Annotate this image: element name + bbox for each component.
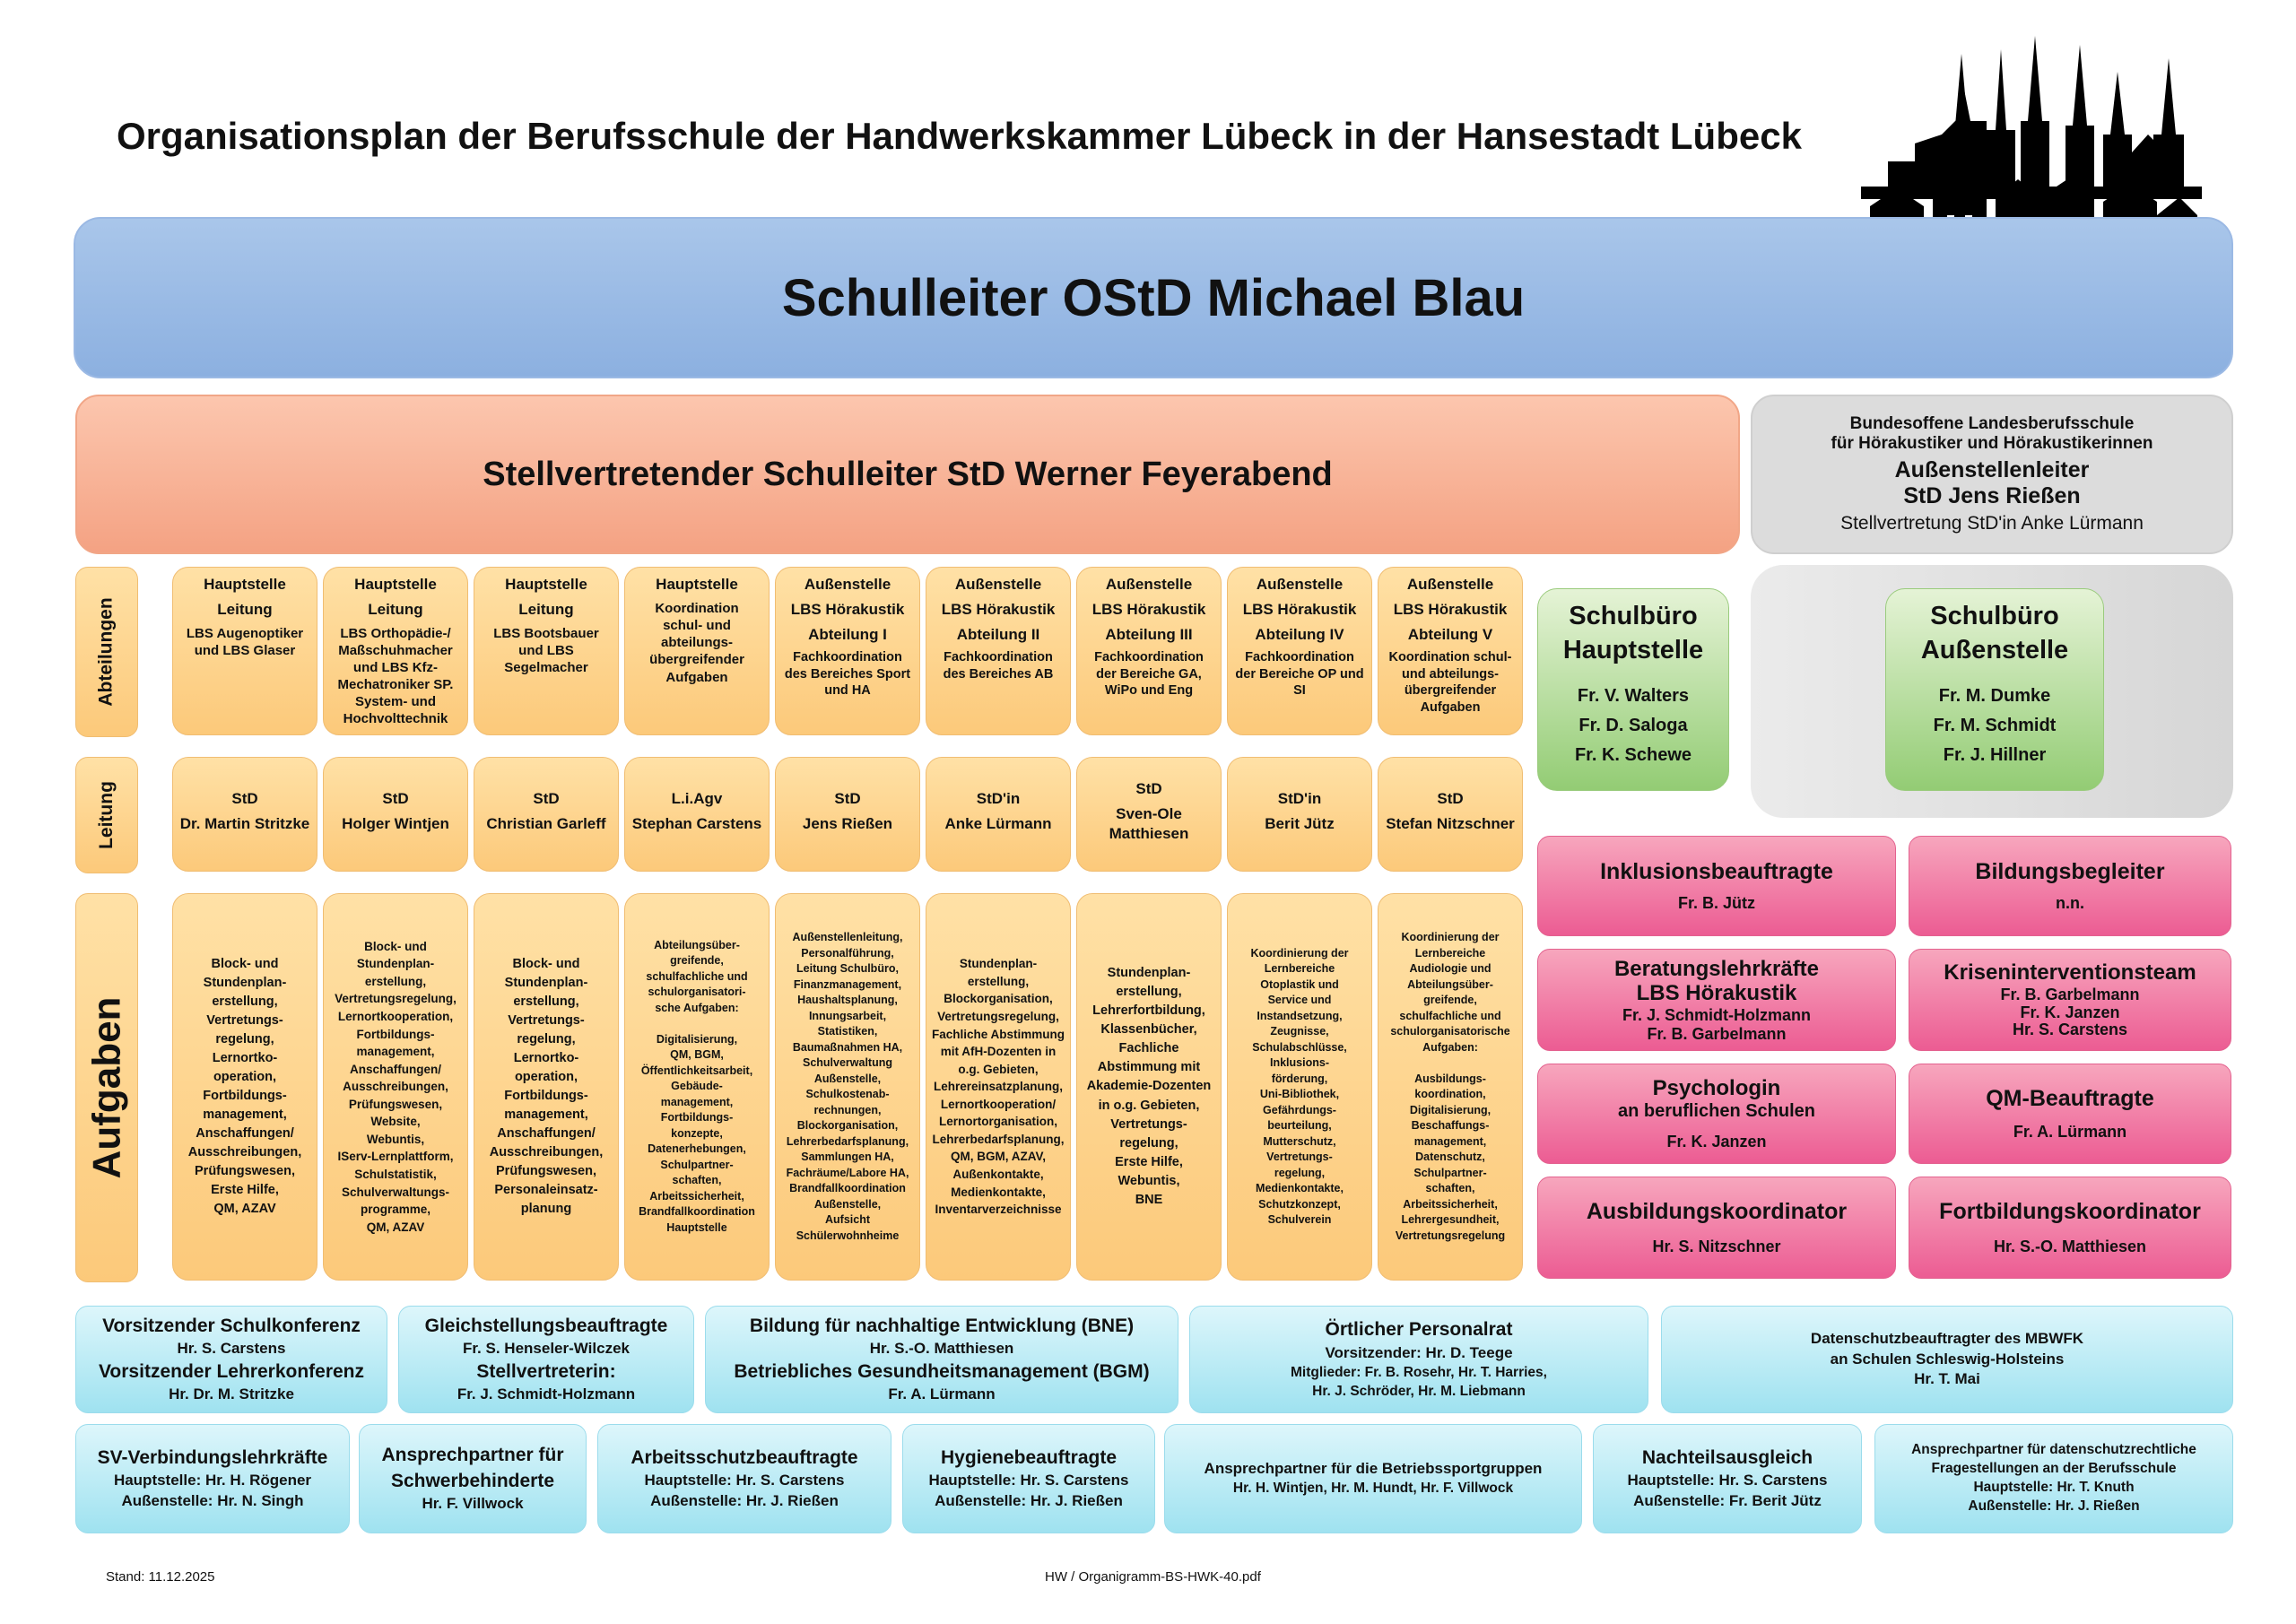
aussenstelle-box — [1751, 395, 2233, 554]
abteilung-line: Koordination schul- und abteilungs- übergreifender Aufgaben — [649, 600, 744, 685]
schulleiter-box — [74, 217, 2233, 378]
abteilung-box — [775, 567, 920, 735]
abteilung-line: Abteilung V — [1407, 625, 1493, 643]
schulbuero-hauptstelle — [1537, 588, 1729, 791]
committee-box — [902, 1424, 1155, 1533]
aussenstelle-line3: Außenstellenleiter — [1894, 457, 2090, 482]
committee-line: Datenschutzbeauftragter des MBWFK — [1810, 1329, 2084, 1347]
committee-line: Außenstelle: Hr. J. Rießen — [935, 1492, 1123, 1510]
pink-line: Fr. A. Lürmann — [2013, 1123, 2127, 1141]
committee-line: Hygienebeauftragte — [940, 1446, 1118, 1468]
leitung-line: Stephan Carstens — [631, 815, 762, 832]
inklusionsbeauftragte-box — [1537, 836, 1896, 936]
qm-beauftragte-box — [1909, 1064, 2231, 1164]
abteilung-line: Hauptstelle — [656, 576, 738, 593]
aufgaben-box — [1076, 893, 1222, 1281]
aufgaben-text: Koordinierung der Lernbereiche Otoplastik und Service und Instandsetzung, Zeugnisse, Schulabschlüsse, Inklusions- förderung, Uni-Bibliothek, Gefährdungs- beurteilung, Mutterschutz, Vertretungs- regelung, Medienkontakte, Schutzkonzept, Schulverein — [1250, 946, 1349, 1226]
leitung-line: StD — [1135, 780, 1162, 798]
leitung-line: Anke Lürmann — [944, 815, 1052, 832]
psychologin-box — [1537, 1064, 1896, 1164]
leitung-line: StD — [1437, 790, 1464, 808]
ausbildungskoordinator-box — [1537, 1177, 1896, 1279]
committee-line: Hr. F. Villwock — [422, 1494, 524, 1512]
committee-box — [1164, 1424, 1582, 1533]
schulbuero-aussenstelle-name: Fr. M. Dumke — [1938, 686, 2051, 707]
aussenstelle-line4: StD Jens Rießen — [1903, 483, 2081, 508]
schulbuero-aussenstelle-name: Fr. J. Hillner — [1943, 745, 2047, 766]
pink-line: Fr. K. Janzen — [2020, 1003, 2120, 1021]
leitung-box — [323, 757, 468, 872]
abteilung-box — [1378, 567, 1523, 735]
abteilung-line: Abteilung I — [808, 625, 887, 643]
committee-line: Außenstelle: Fr. Berit Jütz — [1633, 1492, 1822, 1510]
stellvertreter-box — [75, 395, 1740, 554]
aussenstelle-line2: für Hörakustiker und Hörakustikerinnen — [1831, 434, 2153, 453]
abteilung-line: Fachkoordination der Bereiche GA, WiPo und Eng — [1094, 650, 1204, 699]
aufgaben-box — [172, 893, 317, 1281]
abteilung-box — [172, 567, 317, 735]
abteilung-box — [323, 567, 468, 735]
abteilung-line: Hauptstelle — [354, 576, 437, 593]
aufgaben-text: Stundenplan- erstellung, Lehrerfortbildung, Klassenbücher, Fachliche Abstimmung mit Akademie-Dozenten in o.g. Gebieten, Vertretungs- regelung, Erste Hilfe, Webuntis, BNE — [1086, 966, 1212, 1207]
pink-line: Hr. S. Carstens — [2012, 1020, 2128, 1039]
aufgaben-box — [926, 893, 1071, 1281]
pink-line: Fr. B. Jütz — [1677, 894, 1755, 912]
aufgaben-box — [1378, 893, 1523, 1281]
abteilung-box — [1076, 567, 1222, 735]
abteilung-box — [926, 567, 1071, 735]
footer-stand: Stand: 11.12.2025 — [106, 1569, 215, 1585]
aufgaben-box — [624, 893, 770, 1281]
pink-title: QM-Beauftragte — [1986, 1086, 2154, 1111]
beratungslehrkraefte-box — [1537, 949, 1896, 1051]
abteilung-line: Außenstelle — [1406, 576, 1494, 593]
abteilung-line: Fachkoordination der Bereiche OP und SI — [1235, 650, 1364, 699]
leitung-line: L.i.Agv — [671, 790, 723, 808]
pink-title: Kriseninterventionsteam — [1944, 960, 2196, 985]
abteilung-line: Koordination schul- und abteilungs- übergreifender Aufgaben — [1388, 650, 1512, 715]
pink-line: Fr. J. Schmidt-Holzmann — [1622, 1005, 1812, 1024]
committee-line: Hauptstelle: Hr. S. Carstens — [644, 1472, 845, 1489]
abteilung-line: LBS Hörakustik — [1242, 600, 1357, 618]
abteilung-line: LBS Hörakustik — [941, 600, 1056, 618]
abteilung-line: LBS Hörakustik — [790, 600, 905, 618]
pink-title: Psychologin — [1652, 1076, 1781, 1100]
abteilung-line: Außenstelle — [1256, 576, 1344, 593]
pink-line: Fr. K. Janzen — [1666, 1133, 1767, 1151]
committee-line: Hauptstelle: Hr. S. Carstens — [1627, 1472, 1828, 1489]
abteilung-line: Leitung — [217, 600, 273, 618]
committee-box — [1874, 1424, 2233, 1533]
side-label-abteilungen: Abteilungen — [75, 567, 138, 737]
leitung-line: StD'in — [1277, 790, 1322, 808]
bildungsbegleiter-box — [1909, 836, 2231, 936]
committee-line: Ansprechpartner für datenschutzrechtliche Fragestellungen an der Berufsschule — [1911, 1442, 2196, 1477]
schulleiter-name: Schulleiter OStD Michael Blau — [781, 268, 1526, 327]
kriseninterventionsteam-box — [1909, 949, 2231, 1051]
schulbuero-hauptstelle-name: Fr. D. Saloga — [1578, 716, 1688, 736]
committee-box — [1189, 1306, 1648, 1413]
leitung-line: Berit Jütz — [1265, 815, 1335, 832]
leitung-line: StD'in — [976, 790, 1021, 808]
committee-line: Bildung für nachhaltige Entwicklung (BNE) — [749, 1315, 1135, 1336]
abteilung-line: Abteilung III — [1105, 625, 1193, 643]
committee-line: Hr. J. Schröder, Hr. M. Liebmann — [1312, 1383, 1526, 1399]
committee-line: Örtlicher Personalrat — [1325, 1319, 1513, 1341]
aufgaben-text: Koordinierung der Lernbereiche Audiologie und Abteilungsüber- greifende, schulfachliche und schulorganisatorische Aufgaben: Ausbildungs- koordination, Digitalisierung, Beschaffungs- management, Datenschutz, Schulpartner- schaften, Arbeitssicherheit, Lehrergesundheit, Vertretungsregelung — [1390, 931, 1510, 1242]
pink-title: Fortbildungskoordinator — [1939, 1199, 2201, 1224]
aussenstelle-line1: Bundesoffene Landesberufsschule — [1849, 414, 2135, 433]
leitung-line: Stefan Nitzschner — [1386, 815, 1515, 832]
leitung-line: Sven-Ole Matthiesen — [1109, 805, 1189, 842]
aufgaben-box — [1227, 893, 1372, 1281]
aufgaben-box — [323, 893, 468, 1281]
committee-line: Nachteilsausgleich — [1641, 1446, 1813, 1468]
aufgaben-box — [775, 893, 920, 1281]
leitung-line: StD — [533, 790, 560, 808]
leitung-box — [474, 757, 619, 872]
fortbildungskoordinator-box — [1909, 1177, 2231, 1279]
abteilung-line: Abteilung IV — [1255, 625, 1344, 643]
pink-line: n.n. — [2056, 894, 2084, 912]
committee-line: Hauptstelle: Hr. H. Rögener — [113, 1472, 312, 1489]
abteilung-line: Hauptstelle — [505, 576, 587, 593]
leitung-line: Christian Garleff — [486, 815, 606, 832]
schulbuero-hauptstelle-name: Fr. K. Schewe — [1574, 745, 1692, 766]
aufgaben-text: Stundenplan- erstellung, Blockorganisation, Vertretungsregelung, Fachliche Abstimmung mit AfH-Dozenten in o.g. Gebieten, Lehrereinsatzplanung, Lernortkooperation/ Lernortorganisation, Lehrerbedarfsplanung, QM, BGM, AZAV, Außenkontakte, Medienkontakte, Inventarverzeichnisse — [931, 957, 1065, 1217]
abteilung-line: LBS Augenoptiker und LBS Glaser — [186, 625, 304, 658]
committee-line: Stellvertreterin: — [476, 1361, 616, 1382]
committee-line: Vorsitzender: Hr. D. Teege — [1325, 1343, 1513, 1361]
committee-line: Vorsitzender Lehrerkonferenz — [98, 1361, 365, 1382]
leitung-box — [624, 757, 770, 872]
committee-box — [75, 1306, 387, 1413]
committee-box — [705, 1306, 1178, 1413]
schulbuero-hauptstelle-name: Fr. V. Walters — [1577, 686, 1690, 707]
aufgaben-text: Block- und Stundenplan- erstellung, Vertretungs- regelung, Lernortko- operation, Fortbildungs- management, Anschaffungen/ Ausschreibungen, Prüfungswesen, Erste Hilfe, QM, AZAV — [187, 956, 302, 1217]
leitung-line: StD — [382, 790, 409, 808]
leitung-line: StD — [834, 790, 861, 808]
committee-line: Fr. S. Henseler-Wilczek — [463, 1340, 630, 1358]
abteilung-line: Außenstelle — [1105, 576, 1193, 593]
pink-title: Bildungsbegleiter — [1975, 859, 2165, 884]
pink-line: Hr. S. Nitzschner — [1652, 1238, 1781, 1255]
page-title: Organisationsplan der Berufsschule der Handwerkskammer Lübeck in der Hansestadt Lübeck — [117, 115, 1802, 157]
pink-line: Fr. B. Garbelmann — [1647, 1024, 1787, 1043]
schulbuero-aussenstelle — [1885, 588, 2104, 791]
committee-line: Fr. A. Lürmann — [888, 1385, 996, 1403]
pink-title: Inklusionsbeauftragte — [1600, 859, 1833, 884]
leitung-line: Dr. Martin Stritzke — [179, 815, 310, 832]
pink-title: Beratungslehrkräfte LBS Hörakustik — [1613, 956, 1820, 1006]
aussenstelle-line5: Stellvertretung StD'in Anke Lürmann — [1840, 513, 2144, 534]
committee-box — [1593, 1424, 1862, 1533]
committee-box — [398, 1306, 694, 1413]
leitung-box — [775, 757, 920, 872]
pink-line: Hr. S.-O. Matthiesen — [1993, 1238, 2147, 1255]
schulbuero-aussenstelle-title: Schulbüro Außenstelle — [1920, 602, 2069, 664]
pink-sub: an beruflichen Schulen — [1617, 1101, 1816, 1121]
aufgaben-text: Außenstellenleitung, Personalführung, Leitung Schulbüro, Finanzmanagement, Haushaltsplanung, Innungsarbeit, Statistiken, Baumaßnahmen HA, Schulverwaltung Außenstelle, Schulkostenab- rechnungen, Blockorganisation, Lehrerbedarfsplanung, Sammlungen HA, Fachräume/Labore HA, Brandfallkoordination Außenstelle, Aufsicht Schülerwohnheime — [786, 931, 909, 1242]
leitung-box — [1227, 757, 1372, 872]
abteilung-line: Fachkoordination des Bereiches Sport und HA — [784, 650, 911, 699]
side-label-leitung: Leitung — [75, 757, 138, 873]
committee-line: Betriebliches Gesundheitsmanagement (BGM) — [734, 1361, 1150, 1382]
committee-line: Fr. J. Schmidt-Holzmann — [457, 1385, 636, 1403]
stellvertreter-name: Stellvertretender Schulleiter StD Werner Feyerabend — [483, 455, 1333, 493]
footer-filename: HW / Organigramm-BS-HWK-40.pdf — [1045, 1569, 1261, 1585]
committee-line: Hauptstelle: Hr. S. Carstens — [928, 1472, 1129, 1489]
leitung-box — [926, 757, 1071, 872]
committee-line: Außenstelle: Hr. J. Rießen — [1968, 1498, 2140, 1514]
abteilung-line: LBS Hörakustik — [1393, 600, 1508, 618]
abteilung-line: LBS Orthopädie-/ Maßschuhmacher und LBS Kfz- Mechatroniker SP. System- und Hochvolttechnik — [337, 625, 454, 727]
abteilung-line: Außenstelle — [804, 576, 891, 593]
leitung-line: Jens Rießen — [802, 815, 893, 832]
committee-line: Vorsitzender Schulkonferenz — [102, 1315, 361, 1336]
abteilung-box — [1227, 567, 1372, 735]
committee-line: SV-Verbindungslehrkräfte — [97, 1446, 328, 1468]
aufgaben-text: Block- und Stundenplan- erstellung, Vertretungs- regelung, Lernortko- operation, Fortbildungs- management, Anschaffungen/ Ausschreibungen, Prüfungswesen, Personaleinsatz- planung — [489, 956, 604, 1217]
abteilung-line: Leitung — [368, 600, 423, 618]
leitung-box — [1076, 757, 1222, 872]
committee-line: Mitglieder: Fr. B. Rosehr, Hr. T. Harries, — [1291, 1364, 1547, 1380]
abteilung-line: Außenstelle — [954, 576, 1042, 593]
pink-title: Ausbildungskoordinator — [1586, 1199, 1848, 1224]
committee-line: Ansprechpartner für die Betriebssportgruppen — [1204, 1460, 1543, 1478]
leitung-box — [172, 757, 317, 872]
committee-box — [1661, 1306, 2233, 1413]
leitung-line: Holger Wintjen — [342, 815, 449, 832]
committee-box — [75, 1424, 350, 1533]
abteilung-line: Leitung — [518, 600, 574, 618]
committee-line: Gleichstellungsbeauftragte — [424, 1315, 668, 1336]
aufgaben-text: Block- und Stundenplan- erstellung, Vertretungsregelung, Lernortkooperation, Fortbildungs- management, Anschaffungen/ Ausschreibungen, Prüfungswesen, Website, Webuntis, IServ-Lernplattform, Schulstatistik, Schulverwaltungs- programme, QM, AZAV — [335, 939, 457, 1234]
committee-line: Hauptstelle: Hr. T. Knuth — [1973, 1480, 2135, 1495]
committee-line: Hr. S.-O. Matthiesen — [869, 1340, 1014, 1358]
abteilung-line: Hauptstelle — [204, 576, 286, 593]
committee-line: an Schulen Schleswig-Holsteins — [1830, 1350, 2065, 1368]
committee-box — [597, 1424, 891, 1533]
schulbuero-aussenstelle-name: Fr. M. Schmidt — [1933, 716, 2057, 736]
abteilung-line: LBS Bootsbauer und LBS Segelmacher — [493, 625, 599, 675]
leitung-box — [1378, 757, 1523, 872]
committee-line: Hr. Dr. M. Stritzke — [169, 1385, 294, 1403]
abteilung-box — [474, 567, 619, 735]
committee-line: Hr. T. Mai — [1914, 1370, 1980, 1388]
aufgaben-text: Abteilungsüber- greifende, schulfachliche und schulorganisatori- sche Aufgaben: Digitalisierung, QM, BGM, Öffentlichkeitsarbeit, Gebäude- management, Fortbildungs- konzepte, Datenerhebungen, Schulpartner- schaften, Arbeitssicherheit, Brandfallkoordination Hauptstelle — [639, 938, 755, 1234]
committee-line: Ansprechpartner für Schwerbehinderte — [381, 1445, 564, 1491]
abteilung-line: Fachkoordination des Bereiches AB — [943, 650, 1054, 682]
committee-line: Hr. H. Wintjen, Hr. M. Hundt, Hr. F. Villwock — [1232, 1481, 1514, 1496]
committee-line: Arbeitsschutzbeauftragte — [631, 1446, 858, 1468]
abteilung-box — [624, 567, 770, 735]
schulbuero-hauptstelle-title: Schulbüro Hauptstelle — [1562, 602, 1704, 664]
committee-line: Hr. S. Carstens — [177, 1340, 286, 1358]
committee-line: Außenstelle: Hr. N. Singh — [121, 1492, 304, 1510]
side-label-aufgaben: Aufgaben — [75, 893, 138, 1282]
abteilung-line: LBS Hörakustik — [1091, 600, 1206, 618]
committee-box — [359, 1424, 587, 1533]
committee-line: Außenstelle: Hr. J. Rießen — [650, 1492, 839, 1510]
aufgaben-box — [474, 893, 619, 1281]
abteilung-line: Abteilung II — [956, 625, 1040, 643]
leitung-line: StD — [231, 790, 258, 808]
pink-line: Fr. B. Garbelmann — [2000, 985, 2140, 1003]
